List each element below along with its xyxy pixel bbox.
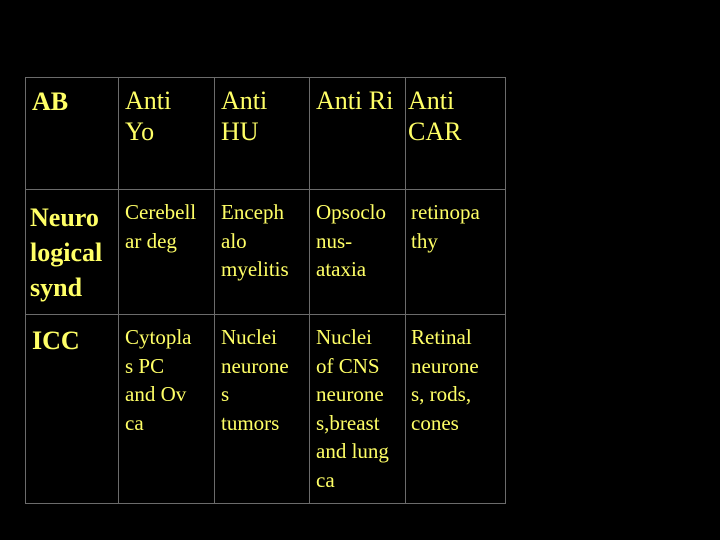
table-row-header: [26, 78, 506, 190]
header-ab: AB: [32, 87, 69, 116]
cell-icc-label: [26, 315, 119, 504]
cell-icc-yo: [119, 315, 215, 504]
cell-anti-car-header: [406, 78, 506, 190]
header-anti-yo: Anti Yo: [125, 86, 172, 147]
neuro-yo-text: Cerebell ar deg: [125, 200, 197, 253]
cell-ab-header: [26, 78, 119, 190]
cell-icc-car: [406, 315, 506, 504]
cell-anti-ri-header: [310, 78, 406, 190]
icc-car-text: Retinal neurone s, rods, cones: [411, 325, 479, 435]
row-label-icc: ICC: [32, 326, 80, 355]
cell-neuro-ri: [310, 190, 406, 315]
cell-neuro-car: [406, 190, 506, 315]
neuro-hu-text: Enceph alo myelitis: [221, 200, 289, 282]
icc-yo-text: Cytopla s PC and Ov ca: [125, 325, 192, 435]
header-anti-car: Anti CAR: [408, 86, 462, 147]
cell-anti-yo-header: [119, 78, 215, 190]
row-label-neurological-synd: Neuro logical synd: [30, 203, 103, 303]
header-anti-hu: Anti HU: [221, 86, 268, 147]
cell-neuro-hu: [215, 190, 310, 315]
table-row-icc: [26, 315, 506, 504]
icc-ri-text: Nuclei of CNS neurone s,breast and lung ca: [316, 325, 389, 492]
neuro-car-text: retinopa thy: [411, 200, 480, 253]
cell-icc-ri: [310, 315, 406, 504]
neuro-ri-text: Opsoclo nus- ataxia: [316, 200, 386, 282]
cell-neuro-label: [26, 190, 119, 315]
table-row-neurological-syndrome: [26, 190, 506, 315]
cell-anti-hu-header: [215, 78, 310, 190]
antibody-table: [25, 77, 506, 504]
header-anti-ri: Anti Ri: [316, 86, 394, 115]
cell-neuro-yo: [119, 190, 215, 315]
cell-icc-hu: [215, 315, 310, 504]
icc-hu-text: Nuclei neurone s tumors: [221, 325, 289, 435]
